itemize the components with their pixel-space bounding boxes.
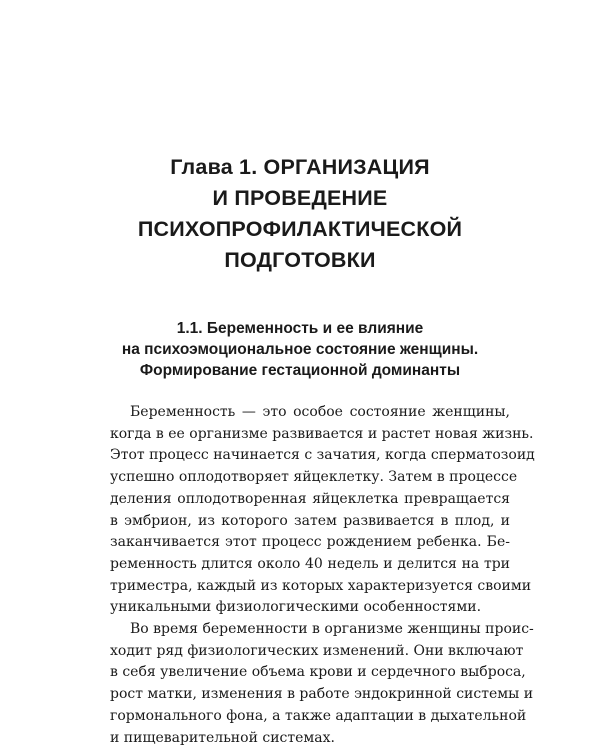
text-line: ременность длится около 40 недель и делится на три <box>110 555 510 572</box>
section-title-line: 1.1. Беременность и ее влияние <box>176 320 424 337</box>
text-line: заканчивается этот процесс рождением ребенка. Бе- <box>110 534 510 551</box>
section-title <box>80 318 520 381</box>
paragraph <box>110 619 534 749</box>
text-line: Во время беременности в организме женщины проис- <box>130 621 534 638</box>
chapter-title <box>100 152 500 276</box>
text-line: Этот процесс начинается с зачатия, когда сперматозоид <box>110 447 535 464</box>
text-line: уникальными физиологическими особенностями. <box>110 599 482 616</box>
chapter-title-line: И ПРОВЕДЕНИЕ <box>212 186 388 210</box>
text-line: триместра, каждый из которых характеризуется своими <box>110 577 532 594</box>
text-line: Беременность — это особое состояние женщины, <box>130 404 510 420</box>
text-line: успешно оплодотворяет яйцеклетку. Затем в процессе <box>110 469 518 486</box>
text-line: в эмбрион, из которого затем развивается в плод, и <box>110 512 510 529</box>
text-line: деления оплодотворенная яйцеклетка превращается <box>110 490 510 507</box>
text-line: и пищеварительной системах. <box>110 729 335 746</box>
text-line: ходит ряд физиологических изменений. Они включают <box>110 642 524 659</box>
text-line: когда в ее организме развивается и растет новая жизнь. <box>110 425 534 442</box>
body-text <box>110 402 535 749</box>
chapter-title-line: Глава 1. ОРГАНИЗАЦИЯ <box>170 155 430 179</box>
section-title-line: на психоэмоциональное состояние женщины. <box>121 341 479 358</box>
text-line: рост матки, изменения в работе эндокринной системы и <box>110 686 534 703</box>
text-line: гормонального фона, а также адаптации в дыхательной <box>110 707 527 724</box>
section-title-line: Формирование гестационной доминанты <box>139 362 461 379</box>
paragraph <box>110 402 535 619</box>
text-line: в себя увеличение объема крови и сердечного выброса, <box>110 664 526 681</box>
chapter-title-line: ПСИХОПРОФИЛАКТИЧЕСКОЙ <box>137 217 463 241</box>
chapter-title-line: ПОДГОТОВКИ <box>224 248 376 272</box>
